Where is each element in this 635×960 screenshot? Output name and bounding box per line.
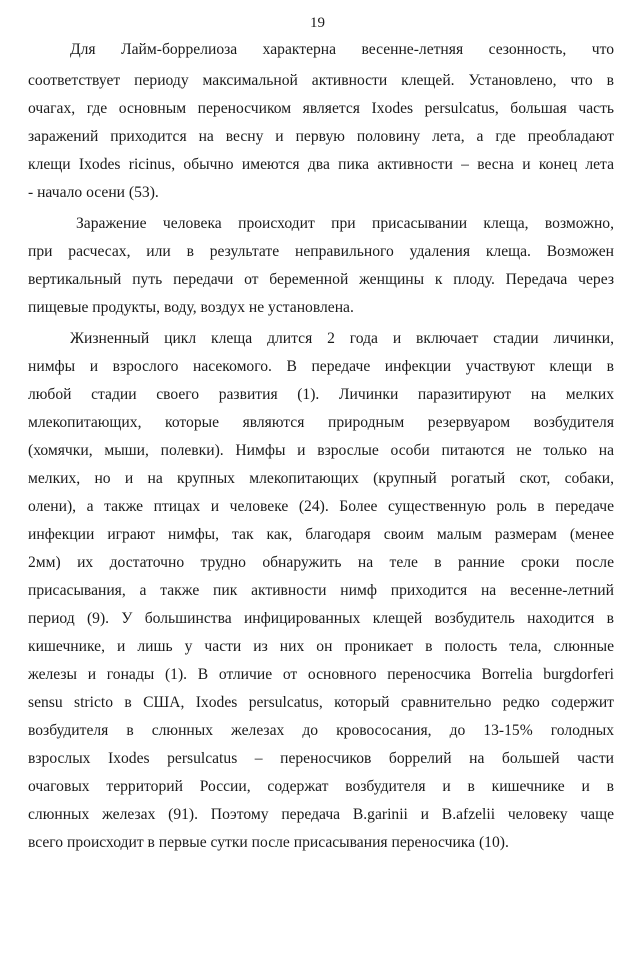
text-line: любой стадии своего развития (1). Личинки паразитируют на мелких: [28, 386, 614, 403]
text-line: олени), а также птицах и человеке (24). Более существенную роль в передаче: [28, 498, 614, 515]
text-line: соответствует периоду максимальной активности клещей. Установлено, что в: [28, 72, 614, 89]
text-line: при расчесах, или в результате неправильного удаления клеща. Возможен: [28, 243, 614, 260]
text-line: железы и гонады (1). В отличие от основного переносчика Borrelia burgdorferi: [28, 666, 614, 683]
text-line: мелких, но и на крупных млекопитающих (крупный рогатый скот, собаки,: [28, 470, 614, 487]
text-line: - начало осени (53).: [28, 184, 159, 201]
text-line: 2мм) их достаточно трудно обнаружить на теле в ранние сроки после: [28, 554, 614, 571]
text-line: Жизненный цикл клеща длится 2 года и включает стадии личинки,: [70, 330, 614, 347]
text-line: вертикальный путь передачи от беременной женщины к плоду. Передача через: [28, 271, 614, 288]
text-line: инфекции играют нимфы, так как, благодаря своим малым размерам (менее: [28, 526, 614, 543]
text-line: (хомячки, мыши, полевки). Нимфы и взрослые особи питаются не только на: [28, 442, 614, 459]
text-line: клещи Ixodes ricinus, обычно имеются два пика активности – весна и конец лета: [28, 156, 614, 173]
text-line: sensu stricto в США, Ixodes persulcatus, который сравнительно редко содержит: [28, 694, 614, 711]
text-line: присасывания, а также пик активности нимф приходится на весенне-летний: [28, 582, 614, 599]
text-line: заражений приходится на весну и первую половину лета, а где преобладают: [28, 128, 614, 145]
text-line: Для Лайм-боррелиоза характерна весенне-летняя сезонность, что: [70, 41, 614, 58]
text-line: очаговых территорий России, содержат возбудителя и в кишечнике и в: [28, 778, 614, 795]
text-line: период (9). У большинства инфицированных клещей возбудитель находится в: [28, 610, 614, 627]
text-line: взрослых Ixodes persulcatus – переносчиков боррелий на большей части: [28, 750, 614, 767]
page-number: 19: [310, 15, 325, 31]
text-line: очагах, где основным переносчиком является Ixodes persulcatus, большая часть: [28, 100, 614, 117]
text-line: нимфы и взрослого насекомого. В передаче инфекции участвуют клещи в: [28, 358, 614, 375]
text-line: Заражение человека происходит при присасывании клеща, возможно,: [76, 215, 614, 232]
text-line: возбудителя в слюнных железах до кровососания, до 13-15% голодных: [28, 722, 614, 739]
text-line: млекопитающих, которые являются природным резервуаром возбудителя: [28, 414, 614, 431]
text-line: слюнных железах (91). Поэтому передача B.garinii и B.afzelii человеку чаще: [28, 806, 614, 823]
text-line: пищевые продукты, воду, воздух не установлена.: [28, 299, 354, 316]
text-line: всего происходит в первые сутки после присасывания переносчика (10).: [28, 834, 509, 851]
text-line: кишечнике, и лишь у части из них он проникает в полость тела, слюнные: [28, 638, 614, 655]
